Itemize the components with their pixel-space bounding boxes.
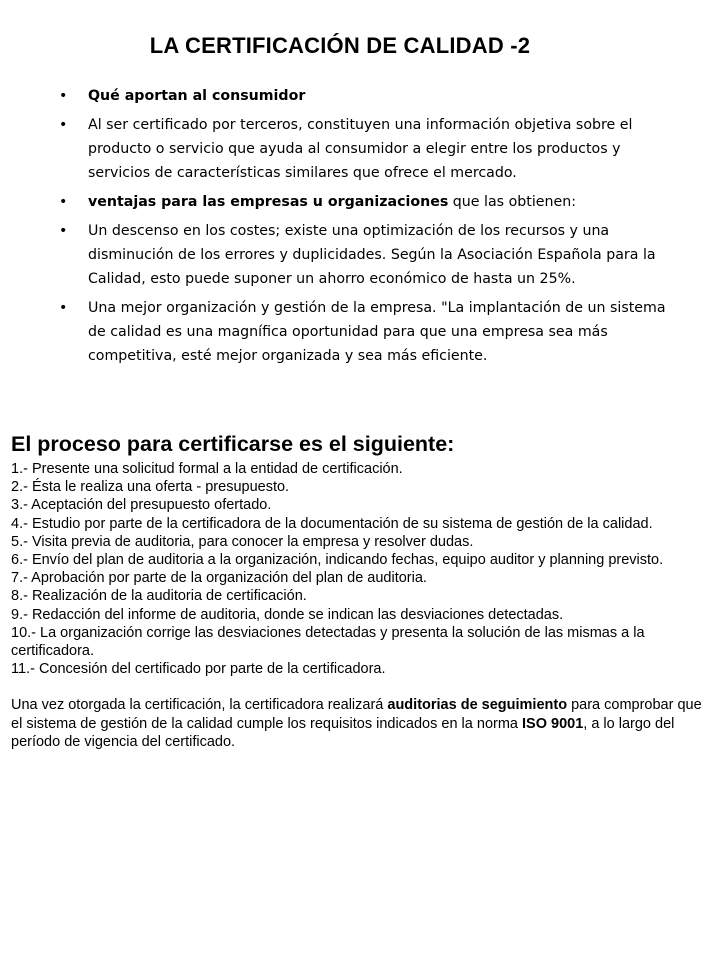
process-step: 11.- Concesión del certificado por parte de la certificadora. xyxy=(11,661,386,678)
process-step: 3.- Aceptación del presupuesto ofertado. xyxy=(11,497,272,514)
list-item-text: que las obtienen: xyxy=(448,194,576,210)
process-step: 1.- Presente una solicitud formal a la entidad de certificación. xyxy=(11,461,403,477)
bullet-icon: • xyxy=(59,300,68,316)
list-item-heading: Qué aportan al consumidor xyxy=(88,88,306,104)
list-item xyxy=(56,84,686,108)
closing-text: Una vez otorgada la certificación, la certificadora realizará xyxy=(11,697,388,714)
process-step: 2.- Ésta le realiza una oferta - presupuesto. xyxy=(11,479,290,496)
closing-paragraph xyxy=(11,696,716,751)
process-step: 4.- Estudio por parte de la certificadora de la documentación de su sistema de gestión de la calidad. xyxy=(11,515,653,532)
list-item-text: Una mejor organización y gestión de la empresa. "La implantación de un sistema de calidad es una magnífica oportunidad para que una empresa sea más competitiva, esté mejor organizada y sea más eficiente. xyxy=(88,300,666,364)
bullet-icon: • xyxy=(59,194,68,210)
process-step: 6.- Envío del plan de auditoria a la organización, indicando fechas, equipo auditor y planning previsto. xyxy=(11,552,664,569)
certification-process-section xyxy=(11,429,716,751)
list-item xyxy=(56,219,686,291)
process-step: 10.- La organización corrige las desviaciones detectadas y presenta la solución de las mismas a la certificadora. xyxy=(11,624,645,660)
bullet-icon: • xyxy=(59,117,68,133)
list-item-heading: ventajas para las empresas u organizaciones xyxy=(88,194,449,210)
process-step: 8.- Realización de la auditoria de certificación. xyxy=(11,588,307,605)
list-item xyxy=(56,296,686,368)
bullet-icon: • xyxy=(59,88,68,104)
list-item xyxy=(56,190,686,214)
process-step: 5.- Visita previa de auditoria, para conocer la empresa y resolver dudas. xyxy=(11,533,474,550)
closing-text: para comprobar que el sistema de gestión de la calidad cumple los requisitos indicados en la norma xyxy=(11,697,702,732)
list-item-text: Al ser certificado por terceros, constituyen una información objetiva sobre el producto o servicio que ayuda al consumidor a elegir entre los productos y servicios de características similares que ofrece el mercado. xyxy=(88,117,633,181)
section-heading: El proceso para certificarse es el siguiente: xyxy=(11,432,455,456)
process-steps-list xyxy=(11,460,716,678)
bullet-icon: • xyxy=(59,223,68,239)
benefits-list xyxy=(56,84,686,373)
process-step: 7.- Aprobación por parte de la organización del plan de auditoria. xyxy=(11,570,427,587)
list-item-text: Un descenso en los costes; existe una optimización de los recursos y una disminución de los errores y duplicidades. Según la Asociación Española para la Calidad, esto puede suponer un ahorro económico de hasta un 25%. xyxy=(88,223,656,287)
closing-emphasis: ISO 9001 xyxy=(522,715,584,732)
process-step: 9.- Redacción del informe de auditoria, donde se indican las desviaciones detectadas. xyxy=(11,606,564,623)
page-title: LA CERTIFICACIÓN DE CALIDAD -2 xyxy=(149,33,531,58)
closing-emphasis: auditorias de seguimiento xyxy=(387,697,568,714)
list-item xyxy=(56,113,686,185)
closing-text: , a lo largo del período de vigencia del certificado. xyxy=(11,715,675,750)
